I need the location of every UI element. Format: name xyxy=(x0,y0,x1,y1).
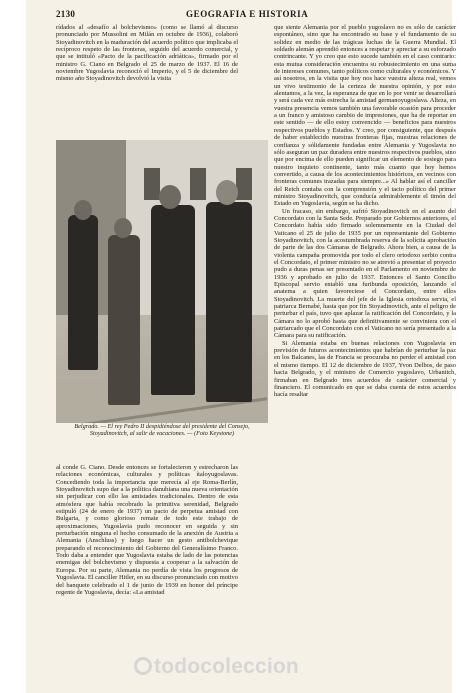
column-bottom-left xyxy=(56,464,238,646)
paragraph: al conde G. Ciano. Desde entonces se fortalecieron y estrecharon las relaciones económicas, culturales y políticas ítaloyugoslavas. Concediendo toda la importancia que merecía al eje Roma-Berlín, Stoyadinovitch supo dar a la política danubiana una nueva orientación sin perjudicar con ello las amistades tradicionales. Dentro de esta atmósfera que había recobrado la primitiva serenidad, Belgrado estipuló (24 de enero de 1937) un pacto de perpetua amistad con Bulgaria, y como glorioso remate de todo este trabajo de aproximaciones, Yugoslavia pudo reconocer en seguida y sin perturbación ninguna el hecho consumado de la anexión de Austria a Alemania (Anschluss) y luego hacer un gesto antibolchevique preparando el reconocimiento del Gobierno del Generalísimo Franco. Todo daba a entender que Yugoslavia estaba de lado de las potencias enemigas del bolchevismo y dispuesta a cooperar a la salvación de Europa. Por su parte, Alemania no perdía de vista los progresos de Yugoslavia. El canciller Hitler, en su discurso pronunciado con motivo del banquete celebrado el 1 de junio de 1939 en honor del príncipe regente de Yugoslavia, decía: «La amistad xyxy=(56,464,238,596)
page-number: 2130 xyxy=(56,9,76,19)
window xyxy=(144,168,160,200)
window xyxy=(190,168,206,200)
figure-head xyxy=(216,180,238,205)
watermark-text: todocoleccion xyxy=(154,655,299,678)
window xyxy=(236,168,252,200)
figure-head xyxy=(74,200,92,220)
figure-minister xyxy=(151,205,195,395)
column-right xyxy=(274,24,456,645)
column-top-left xyxy=(56,24,238,136)
book-page xyxy=(26,0,456,693)
figure-head xyxy=(159,185,181,209)
paragraph: rídados al «desafío al bolchevismo» (como se llamó al discurso pronunciado por Mussolini en Milán en octubre de 1936), colaboró Stoyadinovitch en la maduración del acuerdo político que implicaba el recíproco respeto de las fronteras, seguido del acuerdo comercial, y que se intituló «Pacto de la pacificación adriática», firmado por el ministro G. Ciano en Belgrado el 25 de marzo de 1937. El 16 de noviembre Yugoslavia reconoció el Imperio, y el 5 de diciembre del mismo año Stoyadinovitch devolvió la visita xyxy=(56,24,238,83)
watermark-logo xyxy=(134,655,299,679)
photo-caption: Belgrado. — El rey Pedro II despidiéndose del presidente del Consejo, Stoyadinovitch, al salir de vacaciones. — (Foto Keystone) xyxy=(56,423,268,455)
figure-left xyxy=(68,215,98,370)
paragraph: que siente Alemania por el pueblo yugoslavo no es sólo de carácter espontáneo, sino que ha encontrado su base y el fundamento de su solidez en medio de las trágicas luchas de la Guerra Mundial. El soldado alemán aprendió entonces a respetar y apreciar a su esforzado contrincante. Y yo creo que esto sucede también en el caso contrario: esta mutua consideración encuentra su robustecimiento en una suma de intereses comunes, tanto políticos como culturales y económicos. Y así nosotros, en la visita que hoy nos hace vuestra alteza real, vemos un vivo testimonio de la certeza de nuestra opinión, y por esto alentamos, a la vez, la esperanza de que en lo por venir se desarrollará y será cada vez más estrecha la amistad germanoyugoslava. Alteza, en vuestra presencia vemos también una favorable ocasión para proceder a un franco y amistoso cambio de impresiones, que ha de reportar en este sentido — de ello estoy convencido — beneficios para nuestros respectivos pueblos y Estados. Y creo, por consiguiente, que después de haber establecido nuestras fronteras fijas, nuestras relaciones de confianza y sólidamente fundadas entre Alemania y Yugoslavia no sólo aseguran un paz duradera entre nuestros respectivos pueblos, sino que por encima de ello pueden significar un elemento de sosiego para nuestro inquieto continente, tanto más cuanto que hoy hemos convertido, a causa de los acontecimientos históricos, en vecinos con fronteras comunes trazadas para siempre...» Al hablar así el canciller del Reich contaba con la comprensión y el tacto político del primer ministro Stoyadinovitch, que conducía admirablemente el timón del Estado en Yugoslavia, según se ha dicho. xyxy=(274,24,456,208)
figure-right xyxy=(206,202,252,402)
photograph xyxy=(56,140,268,455)
page-header xyxy=(56,9,456,21)
paragraph: Si Alemania estaba en buenas relaciones con Yugoslavia en previsión de futuros acontecimientos que habrían de perturbar la paz en los Balcanes, las de Francia se procuraba no perder el amistad con el mismo tiempo. El 12 de diciembre de 1937, Yvon Delbos, de paso hacia Belgrado, y el ministro de Comercio yugoslavo, Urbanitch, firmaban en Belgrado tres acuerdos de carácter comercial y financiero. El comunicado en que se daba cuenta de estos acuerdos hacía resaltar xyxy=(274,339,456,399)
watermark-circle-icon xyxy=(134,657,152,675)
paragraph: Un fracaso, sin embargo, sufrió Stoyadinovitch en el asunto del Concordato con la Santa Sede. Preparado por Gobiernos anteriores, el Concordato había sido firmado solemnemente en la Ciudad del Vaticano el 25 de julio de 1935 por un representante del Gobierno Stoyadinovitch, con la acostumbrada reserva de la solícita aprobación de parte de las dos Cámaras de Belgrado. Ahora bien, a causa de la violenta campaña promovida por todo el clero ortodoxo serbio contra el Concordato, el primer ministro no se atrevió a presentar el proyecto pudo a duras penas ser presentado en el Parlamento en noviembre de 1936 y aprobado en julio de 1937. Entonces el Santo Concilio Episcopal servio entabló una furibunda oposición, lanzando el anatema a quien favoreciese el Concordato, entre ellos Stoyadinovitch. La muerte del jefe de la Iglesia ortodoxa servia, el patriarca Bernabé, hasta que por fin Stoyadinovitch, ante el peligro de perturbar el país, tuvo que aplazar la ratificación del Concordato, y la Cámara no lo aprobó hasta que definitivamente se conviniera con el patriarcado que el Concordato con el Vaticano no sería presentado a la Cámara para su ratificación. xyxy=(274,207,456,340)
figure-head xyxy=(114,218,132,238)
figure-boy-king xyxy=(108,235,140,405)
running-head: GEOGRAFIA E HISTORIA xyxy=(186,9,309,19)
